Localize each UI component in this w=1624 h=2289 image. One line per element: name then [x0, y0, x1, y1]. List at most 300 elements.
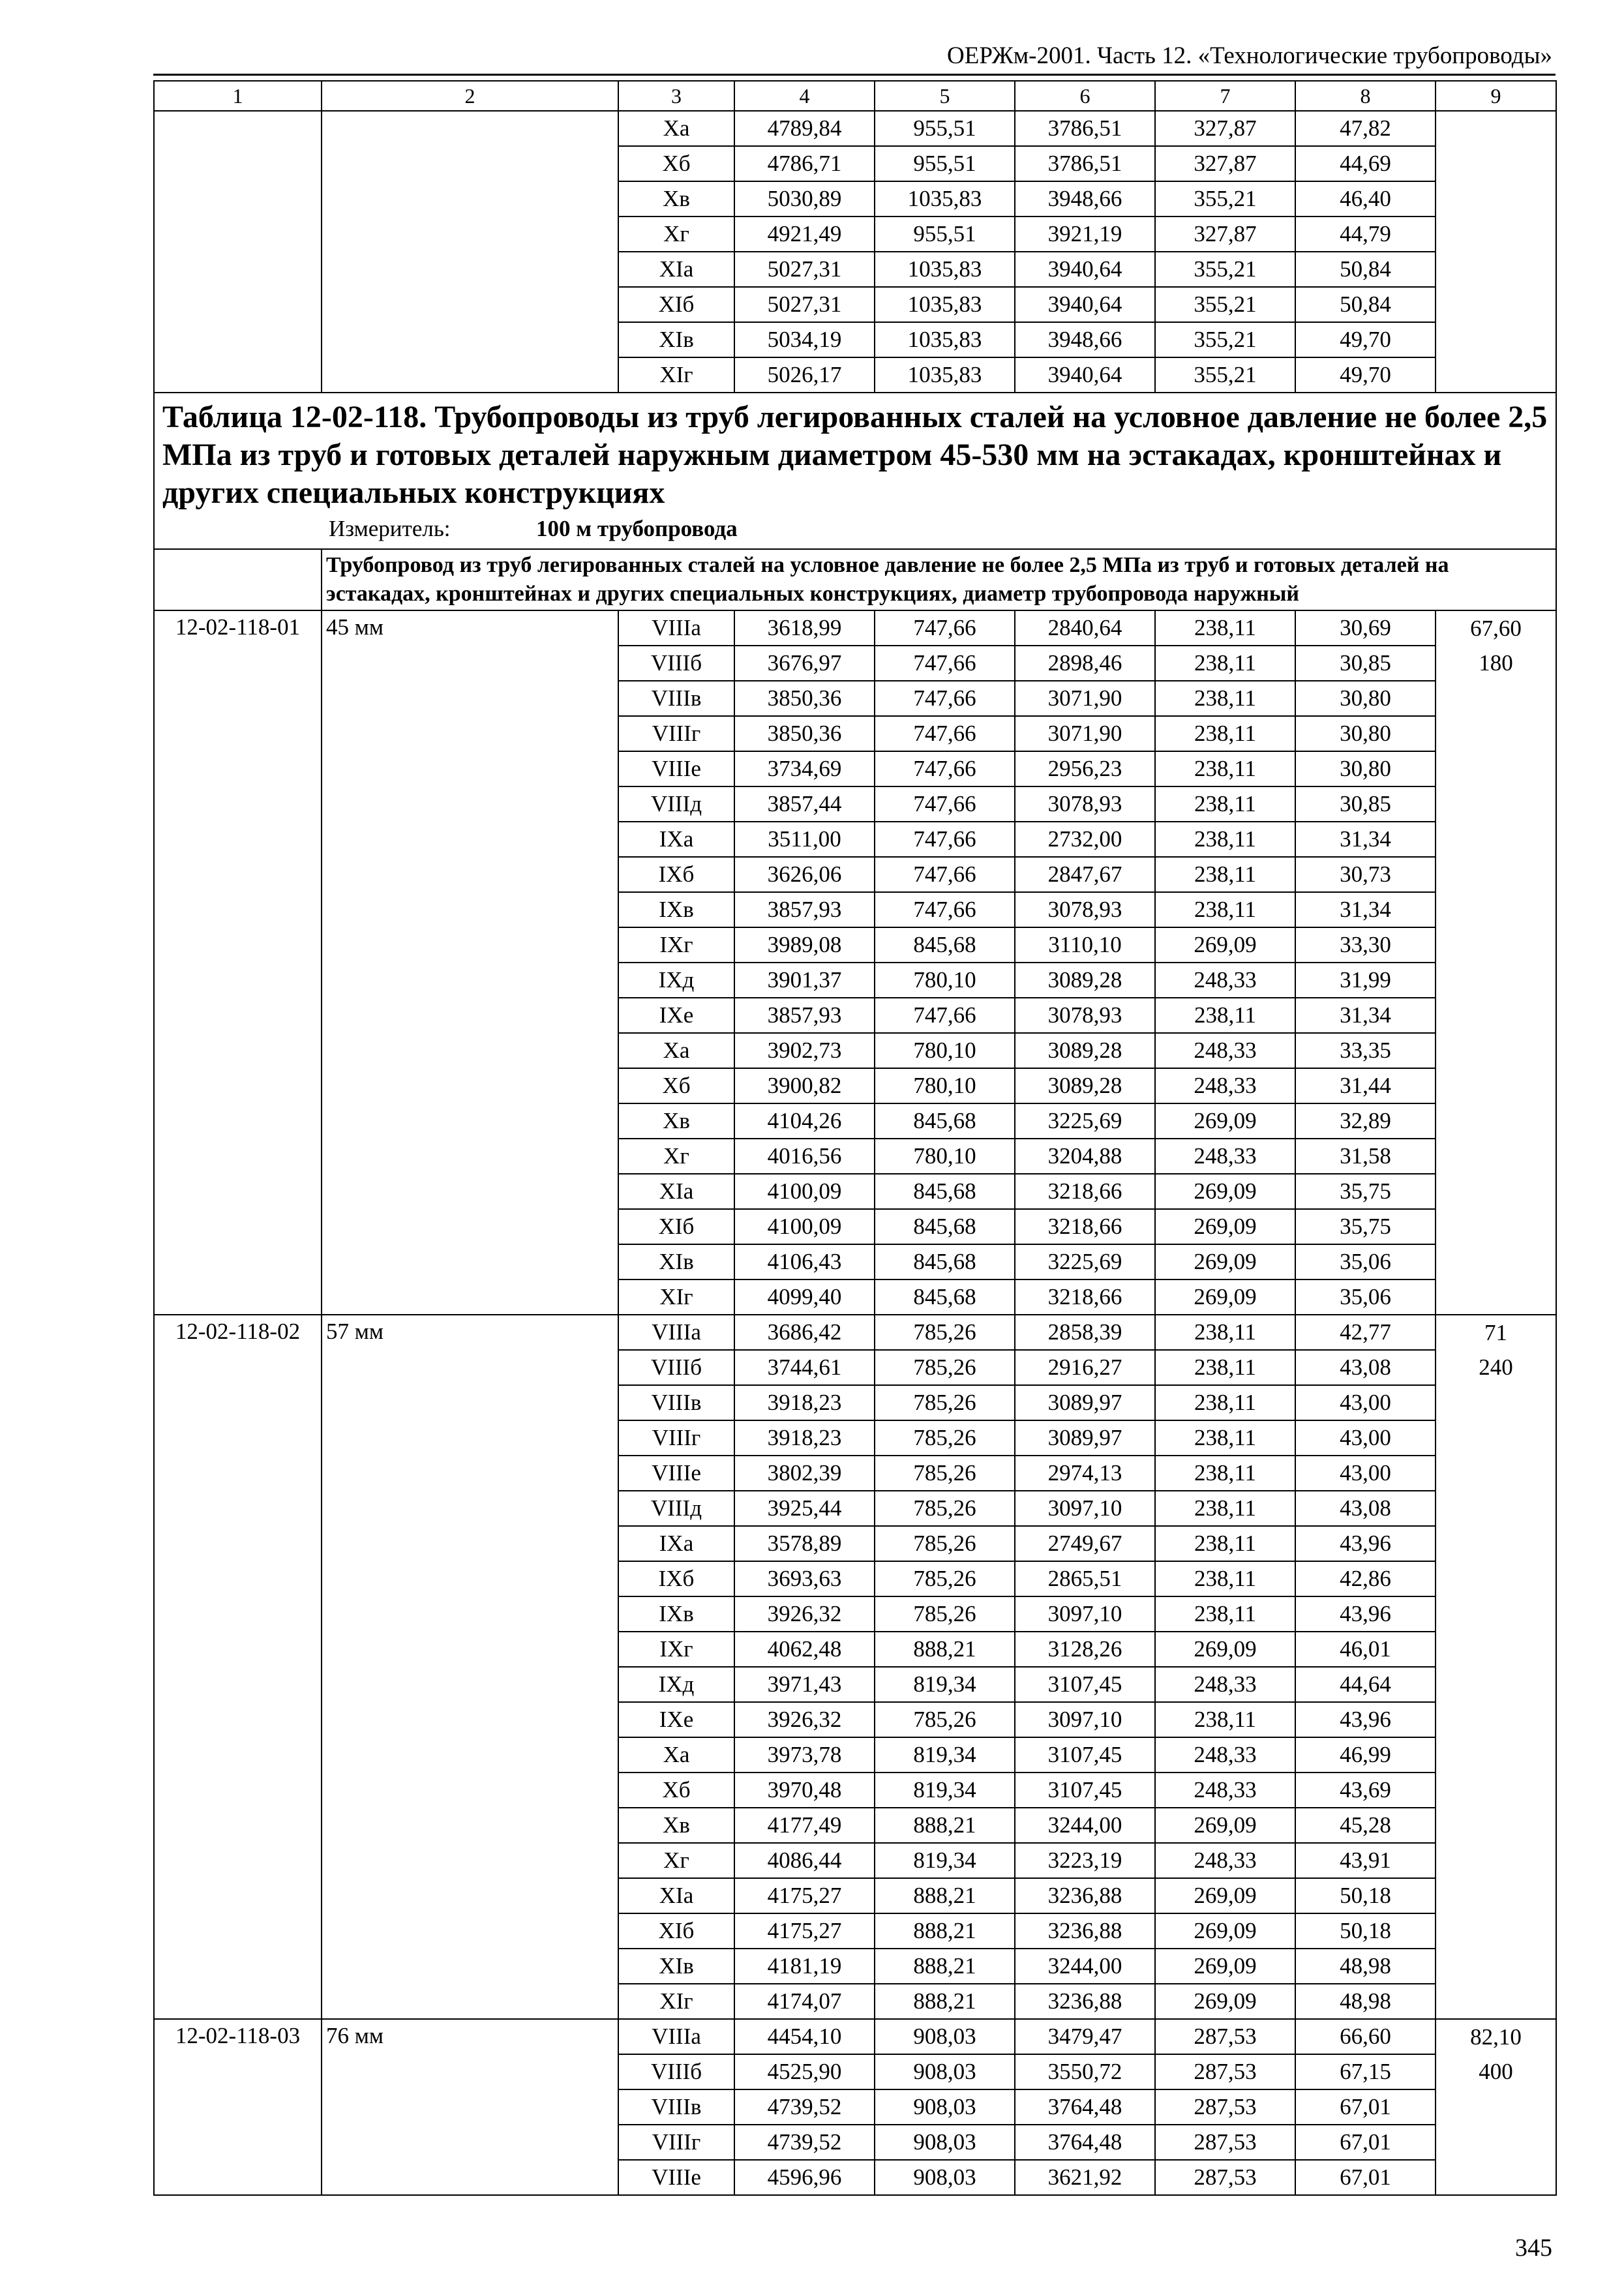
table-cell: 2916,27 — [1015, 1350, 1155, 1385]
table-cell: 2732,00 — [1015, 822, 1155, 857]
table-cell: IXб — [618, 1561, 734, 1596]
table-cell: 248,33 — [1155, 963, 1295, 998]
table-cell: XIб — [618, 287, 734, 322]
table-cell: 3110,10 — [1015, 927, 1155, 963]
table-cell: 2858,39 — [1015, 1315, 1155, 1350]
table-cell: 30,80 — [1295, 681, 1436, 716]
table-cell: 238,11 — [1155, 892, 1295, 927]
table-cell: 2974,13 — [1015, 1456, 1155, 1491]
table-cell: 46,40 — [1295, 181, 1436, 217]
table-cell: 4786,71 — [734, 146, 875, 181]
rates-table — [153, 80, 1557, 2196]
table-cell: 238,11 — [1155, 1350, 1295, 1385]
table-cell: 4016,56 — [734, 1139, 875, 1174]
table-cell: 238,11 — [1155, 610, 1295, 646]
table-cell: 3078,93 — [1015, 786, 1155, 822]
table-row — [154, 1315, 1556, 1350]
table-cell: 30,85 — [1295, 786, 1436, 822]
table-cell: Xг — [618, 217, 734, 252]
table-cell: VIIIг — [618, 1420, 734, 1456]
subheading-row — [154, 549, 1556, 610]
table-cell: Xб — [618, 146, 734, 181]
table-cell: 67,01 — [1295, 2125, 1436, 2160]
table-cell: 3479,47 — [1015, 2019, 1155, 2054]
table-cell: 3973,78 — [734, 1737, 875, 1773]
table-cell: 43,00 — [1295, 1420, 1436, 1456]
table-cell: 3089,97 — [1015, 1385, 1155, 1420]
description-cell — [322, 111, 618, 393]
table-cell: IXв — [618, 892, 734, 927]
table-cell: 3511,00 — [734, 822, 875, 857]
rate-code: 12-02-118-03 — [154, 2019, 322, 2195]
table-cell: XIа — [618, 1878, 734, 1913]
column-number-row — [154, 81, 1556, 111]
table-cell: 30,80 — [1295, 716, 1436, 751]
table-cell: 888,21 — [875, 1913, 1015, 1949]
table-cell: 43,08 — [1295, 1350, 1436, 1385]
table-cell: 5027,31 — [734, 252, 875, 287]
table-cell: XIг — [618, 357, 734, 393]
material-value: 67,60 — [1436, 610, 1556, 646]
table-cell: 819,34 — [875, 1843, 1015, 1878]
table-cell: 355,21 — [1155, 287, 1295, 322]
table-cell: 238,11 — [1155, 1596, 1295, 1632]
header-rule — [153, 74, 1556, 76]
table-cell: 355,21 — [1155, 181, 1295, 217]
subheading-spacer — [154, 549, 322, 610]
table-cell: 31,44 — [1295, 1068, 1436, 1103]
table-cell: 785,26 — [875, 1526, 1015, 1561]
table-cell: Xа — [618, 1033, 734, 1068]
table-cell: 4062,48 — [734, 1632, 875, 1667]
table-cell: VIIIд — [618, 1491, 734, 1526]
table-cell: 4739,52 — [734, 2125, 875, 2160]
table-cell: 5034,19 — [734, 322, 875, 357]
table-cell: 3097,10 — [1015, 1596, 1155, 1632]
page-number: 345 — [1515, 2234, 1552, 2262]
table-cell: 955,51 — [875, 217, 1015, 252]
table-cell: 4174,07 — [734, 1984, 875, 2019]
table-cell: 3693,63 — [734, 1561, 875, 1596]
table-title: Таблица 12-02-118. Трубопроводы из труб легированных сталей на условное давление не более 2,5 МПа из труб и готовых деталей наружным диаметром 45-530 мм на эстакадах, кронштейнах и других специальных конструкциях — [162, 400, 1548, 510]
table-cell: 43,00 — [1295, 1456, 1436, 1491]
table-cell: IXе — [618, 998, 734, 1033]
table-cell: IXа — [618, 822, 734, 857]
table-cell: 44,69 — [1295, 146, 1436, 181]
table-cell: 47,82 — [1295, 111, 1436, 146]
table-cell: 43,08 — [1295, 1491, 1436, 1526]
table-cell: 248,33 — [1155, 1139, 1295, 1174]
table-cell: 3236,88 — [1015, 1878, 1155, 1913]
table-cell: 888,21 — [875, 1984, 1015, 2019]
table-cell: 747,66 — [875, 857, 1015, 892]
table-cell: 4921,49 — [734, 217, 875, 252]
material-value: 82,10 — [1436, 2019, 1556, 2054]
table-cell: 238,11 — [1155, 786, 1295, 822]
table-cell: 5030,89 — [734, 181, 875, 217]
table-cell: 845,68 — [875, 1279, 1015, 1315]
table-cell: 888,21 — [875, 1949, 1015, 1984]
table-cell: Xв — [618, 1103, 734, 1139]
table-cell: 4454,10 — [734, 2019, 875, 2054]
table-cell: 287,53 — [1155, 2054, 1295, 2089]
table-cell: 3970,48 — [734, 1773, 875, 1808]
table-cell: XIв — [618, 322, 734, 357]
table-cell: 3802,39 — [734, 1456, 875, 1491]
table-cell: 4086,44 — [734, 1843, 875, 1878]
table-cell: 355,21 — [1155, 252, 1295, 287]
table-cell: 3244,00 — [1015, 1949, 1155, 1984]
table-cell: 785,26 — [875, 1702, 1015, 1737]
table-cell: 3940,64 — [1015, 252, 1155, 287]
table-cell: 5027,31 — [734, 287, 875, 322]
column-number: 8 — [1295, 81, 1436, 111]
code-cell — [154, 111, 322, 393]
table-cell: 269,09 — [1155, 1174, 1295, 1209]
table-cell: 238,11 — [1155, 1491, 1295, 1526]
table-cell: 2847,67 — [1015, 857, 1155, 892]
table-cell: 30,80 — [1295, 751, 1436, 786]
table-cell: Xг — [618, 1139, 734, 1174]
material-value: 71 — [1436, 1315, 1556, 1350]
table-cell: 327,87 — [1155, 146, 1295, 181]
table-cell: 238,11 — [1155, 681, 1295, 716]
table-cell: 2956,23 — [1015, 751, 1155, 786]
table-cell: XIб — [618, 1209, 734, 1244]
table-cell: 43,00 — [1295, 1385, 1436, 1420]
table-cell: 785,26 — [875, 1420, 1015, 1456]
table-cell: 50,18 — [1295, 1878, 1436, 1913]
table-cell: XIв — [618, 1949, 734, 1984]
table-cell: 747,66 — [875, 610, 1015, 646]
table-cell: 3223,19 — [1015, 1843, 1155, 1878]
table-cell: VIIIб — [618, 2054, 734, 2089]
table-cell: 46,01 — [1295, 1632, 1436, 1667]
table-cell: 3089,28 — [1015, 1068, 1155, 1103]
table-cell: 908,03 — [875, 2019, 1015, 2054]
table-row — [154, 2019, 1556, 2054]
table-cell: 48,98 — [1295, 1984, 1436, 2019]
column-number: 3 — [618, 81, 734, 111]
table-cell: VIIIв — [618, 2089, 734, 2125]
table-cell: 238,11 — [1155, 1526, 1295, 1561]
note-cell — [1436, 1385, 1556, 2019]
table-cell: 50,18 — [1295, 1913, 1436, 1949]
table-cell: 33,30 — [1295, 927, 1436, 963]
table-cell: 1035,83 — [875, 252, 1015, 287]
table-cell: Xв — [618, 181, 734, 217]
table-cell: 3850,36 — [734, 681, 875, 716]
table-cell: 3071,90 — [1015, 716, 1155, 751]
table-cell: 747,66 — [875, 822, 1015, 857]
table-cell: 31,99 — [1295, 963, 1436, 998]
table-cell: 955,51 — [875, 111, 1015, 146]
table-cell: 287,53 — [1155, 2019, 1295, 2054]
table-cell: 3901,37 — [734, 963, 875, 998]
table-cell: 49,70 — [1295, 357, 1436, 393]
unit-value: 100 м трубопровода — [536, 516, 738, 541]
table-cell: 3786,51 — [1015, 146, 1155, 181]
table-cell: 30,69 — [1295, 610, 1436, 646]
unit-line — [162, 515, 1548, 543]
running-header: ОЕРЖм-2001. Часть 12. «Технологические трубопроводы» — [947, 42, 1552, 69]
table-cell: 3926,32 — [734, 1702, 875, 1737]
table-cell: 42,86 — [1295, 1561, 1436, 1596]
table-cell: 845,68 — [875, 1103, 1015, 1139]
material-value: 240 — [1436, 1350, 1556, 1385]
pipe-diameter: 45 мм — [322, 610, 618, 1315]
table-cell: 327,87 — [1155, 111, 1295, 146]
table-cell: IXг — [618, 1632, 734, 1667]
table-cell: 238,11 — [1155, 1385, 1295, 1420]
table-cell: 3857,93 — [734, 998, 875, 1033]
table-cell: 31,34 — [1295, 822, 1436, 857]
table-cell: 3218,66 — [1015, 1209, 1155, 1244]
table-cell: 35,06 — [1295, 1244, 1436, 1279]
table-cell: 35,75 — [1295, 1209, 1436, 1244]
table-cell: 2840,64 — [1015, 610, 1155, 646]
table-cell: 5026,17 — [734, 357, 875, 393]
table-cell: 355,21 — [1155, 357, 1295, 393]
table-cell: VIIIа — [618, 1315, 734, 1350]
table-cell: 3097,10 — [1015, 1491, 1155, 1526]
table-cell: 248,33 — [1155, 1843, 1295, 1878]
table-cell: Xв — [618, 1808, 734, 1843]
table-cell: 3971,43 — [734, 1667, 875, 1702]
table-cell: 4106,43 — [734, 1244, 875, 1279]
table-cell: 3128,26 — [1015, 1632, 1155, 1667]
table-cell: XIб — [618, 1913, 734, 1949]
table-cell: 67,01 — [1295, 2160, 1436, 2195]
table-cell: 747,66 — [875, 751, 1015, 786]
table-cell: 35,75 — [1295, 1174, 1436, 1209]
table-cell: XIг — [618, 1279, 734, 1315]
table-cell: 747,66 — [875, 716, 1015, 751]
table-cell: 3078,93 — [1015, 998, 1155, 1033]
table-cell: 785,26 — [875, 1350, 1015, 1385]
table-cell: IXд — [618, 1667, 734, 1702]
table-row — [154, 610, 1556, 646]
table-cell: 4104,26 — [734, 1103, 875, 1139]
table-cell: 238,11 — [1155, 1456, 1295, 1491]
table-cell: 3926,32 — [734, 1596, 875, 1632]
table-cell: 3902,73 — [734, 1033, 875, 1068]
table-cell: 888,21 — [875, 1808, 1015, 1843]
table-cell: 4789,84 — [734, 111, 875, 146]
table-cell: 238,11 — [1155, 1561, 1295, 1596]
table-body — [154, 81, 1556, 2195]
table-cell: 4739,52 — [734, 2089, 875, 2125]
table-cell: 780,10 — [875, 1139, 1015, 1174]
table-cell: XIа — [618, 252, 734, 287]
table-cell: 3676,97 — [734, 646, 875, 681]
table-cell: 3089,97 — [1015, 1420, 1155, 1456]
table-cell: 238,11 — [1155, 857, 1295, 892]
table-cell: IXе — [618, 1702, 734, 1737]
table-cell: 269,09 — [1155, 927, 1295, 963]
table-cell: 43,69 — [1295, 1773, 1436, 1808]
table-cell: 908,03 — [875, 2054, 1015, 2089]
table-cell: 43,91 — [1295, 1843, 1436, 1878]
table-cell: VIIIв — [618, 681, 734, 716]
table-cell: 3786,51 — [1015, 111, 1155, 146]
table-cell: 31,58 — [1295, 1139, 1436, 1174]
table-cell: 43,96 — [1295, 1596, 1436, 1632]
table-cell: 888,21 — [875, 1632, 1015, 1667]
table-cell: 3218,66 — [1015, 1279, 1155, 1315]
table-cell: 1035,83 — [875, 181, 1015, 217]
table-cell: VIIIг — [618, 716, 734, 751]
table-cell: 248,33 — [1155, 1773, 1295, 1808]
table-cell: 3857,44 — [734, 786, 875, 822]
table-cell: 845,68 — [875, 1244, 1015, 1279]
table-cell: 785,26 — [875, 1561, 1015, 1596]
column-number: 2 — [322, 81, 618, 111]
table-cell: 50,84 — [1295, 252, 1436, 287]
column-number: 7 — [1155, 81, 1295, 111]
table-cell: 269,09 — [1155, 1279, 1295, 1315]
table-cell: 43,96 — [1295, 1702, 1436, 1737]
table-cell: 3078,93 — [1015, 892, 1155, 927]
table-cell: 3107,45 — [1015, 1773, 1155, 1808]
table-cell: 1035,83 — [875, 287, 1015, 322]
table-cell: 238,11 — [1155, 1420, 1295, 1456]
table-cell: 67,15 — [1295, 2054, 1436, 2089]
table-cell: 4099,40 — [734, 1279, 875, 1315]
table-cell: 747,66 — [875, 786, 1015, 822]
table-cell: Xа — [618, 111, 734, 146]
table-cell: 3225,69 — [1015, 1103, 1155, 1139]
table-cell: XIг — [618, 1984, 734, 2019]
table-cell: 355,21 — [1155, 322, 1295, 357]
table-cell: 4525,90 — [734, 2054, 875, 2089]
table-cell: 3921,19 — [1015, 217, 1155, 252]
table-cell: Xб — [618, 1773, 734, 1808]
table-cell: 269,09 — [1155, 1808, 1295, 1843]
table-cell: 3107,45 — [1015, 1737, 1155, 1773]
table-cell: 785,26 — [875, 1456, 1015, 1491]
table-cell: 45,28 — [1295, 1808, 1436, 1843]
table-title-cell — [154, 393, 1556, 549]
table-cell: 238,11 — [1155, 716, 1295, 751]
table-cell: 287,53 — [1155, 2089, 1295, 2125]
table-cell: 845,68 — [875, 1174, 1015, 1209]
table-cell: VIIIг — [618, 2125, 734, 2160]
table-cell: 3764,48 — [1015, 2089, 1155, 2125]
table-cell: VIIIа — [618, 2019, 734, 2054]
table-cell: 3204,88 — [1015, 1139, 1155, 1174]
table-cell: 908,03 — [875, 2160, 1015, 2195]
table-cell: 785,26 — [875, 1385, 1015, 1420]
table-cell: 4181,19 — [734, 1949, 875, 1984]
table-cell: 35,06 — [1295, 1279, 1436, 1315]
table-cell: IXд — [618, 963, 734, 998]
table-cell: 780,10 — [875, 963, 1015, 998]
table-cell: 3948,66 — [1015, 181, 1155, 217]
table-cell: Xг — [618, 1843, 734, 1878]
table-cell: Xа — [618, 1737, 734, 1773]
column-number: 9 — [1436, 81, 1556, 111]
rate-code: 12-02-118-01 — [154, 610, 322, 1315]
table-cell: 3918,23 — [734, 1420, 875, 1456]
table-cell: 1035,83 — [875, 322, 1015, 357]
pipe-diameter: 57 мм — [322, 1315, 618, 2019]
table-cell: 2865,51 — [1015, 1561, 1155, 1596]
table-cell: 46,99 — [1295, 1737, 1436, 1773]
table-cell: 30,73 — [1295, 857, 1436, 892]
table-cell: VIIIв — [618, 1385, 734, 1420]
table-cell: 747,66 — [875, 998, 1015, 1033]
table-cell: 248,33 — [1155, 1737, 1295, 1773]
note-cell — [1436, 2089, 1556, 2195]
subheading-cell: Трубопровод из труб легированных сталей на условное давление не более 2,5 МПа из труб и готовых деталей на эстакадах, кронштейнах и других специальных конструкциях, диаметр трубопровода наружный — [322, 549, 1556, 610]
table-cell: 4177,49 — [734, 1808, 875, 1843]
table-cell: 30,85 — [1295, 646, 1436, 681]
column-number: 4 — [734, 81, 875, 111]
table-cell: VIIIд — [618, 786, 734, 822]
table-cell: 269,09 — [1155, 1632, 1295, 1667]
table-cell: 819,34 — [875, 1737, 1015, 1773]
table-cell: 48,98 — [1295, 1949, 1436, 1984]
table-cell: 238,11 — [1155, 646, 1295, 681]
table-cell: 1035,83 — [875, 357, 1015, 393]
table-cell: 3764,48 — [1015, 2125, 1155, 2160]
table-cell: VIIIб — [618, 1350, 734, 1385]
table-cell: 819,34 — [875, 1667, 1015, 1702]
material-value: 400 — [1436, 2054, 1556, 2089]
table-cell: 3734,69 — [734, 751, 875, 786]
table-cell: 269,09 — [1155, 1878, 1295, 1913]
table-cell: 888,21 — [875, 1878, 1015, 1913]
table-cell: IXб — [618, 857, 734, 892]
table-cell: 780,10 — [875, 1033, 1015, 1068]
table-cell: VIIIа — [618, 610, 734, 646]
table-cell: 44,79 — [1295, 217, 1436, 252]
table-cell: 269,09 — [1155, 1209, 1295, 1244]
table-cell: 845,68 — [875, 1209, 1015, 1244]
table-cell: 269,09 — [1155, 1103, 1295, 1139]
table-row — [154, 111, 1556, 146]
table-cell: 3918,23 — [734, 1385, 875, 1420]
table-cell: 908,03 — [875, 2125, 1015, 2160]
table-cell: 269,09 — [1155, 1913, 1295, 1949]
table-cell: 4100,09 — [734, 1209, 875, 1244]
pipe-diameter: 76 мм — [322, 2019, 618, 2195]
table-cell: 50,84 — [1295, 287, 1436, 322]
column-number: 6 — [1015, 81, 1155, 111]
table-cell: 3925,44 — [734, 1491, 875, 1526]
table-cell: 238,11 — [1155, 1315, 1295, 1350]
table-cell: 4100,09 — [734, 1174, 875, 1209]
table-title-row — [154, 393, 1556, 549]
column-number: 1 — [154, 81, 322, 111]
table-cell: 3225,69 — [1015, 1244, 1155, 1279]
table-cell: 3550,72 — [1015, 2054, 1155, 2089]
table-cell: 287,53 — [1155, 2160, 1295, 2195]
material-value: 180 — [1436, 646, 1556, 681]
table-cell: 845,68 — [875, 927, 1015, 963]
note-cell — [1436, 111, 1556, 393]
table-cell: 785,26 — [875, 1491, 1015, 1526]
table-cell: 3744,61 — [734, 1350, 875, 1385]
table-cell: IXа — [618, 1526, 734, 1561]
table-cell: 31,34 — [1295, 998, 1436, 1033]
table-cell: VIIIб — [618, 646, 734, 681]
table-cell: IXг — [618, 927, 734, 963]
unit-label: Измеритель: — [329, 516, 451, 541]
table-cell: 3621,92 — [1015, 2160, 1155, 2195]
table-cell: 3900,82 — [734, 1068, 875, 1103]
